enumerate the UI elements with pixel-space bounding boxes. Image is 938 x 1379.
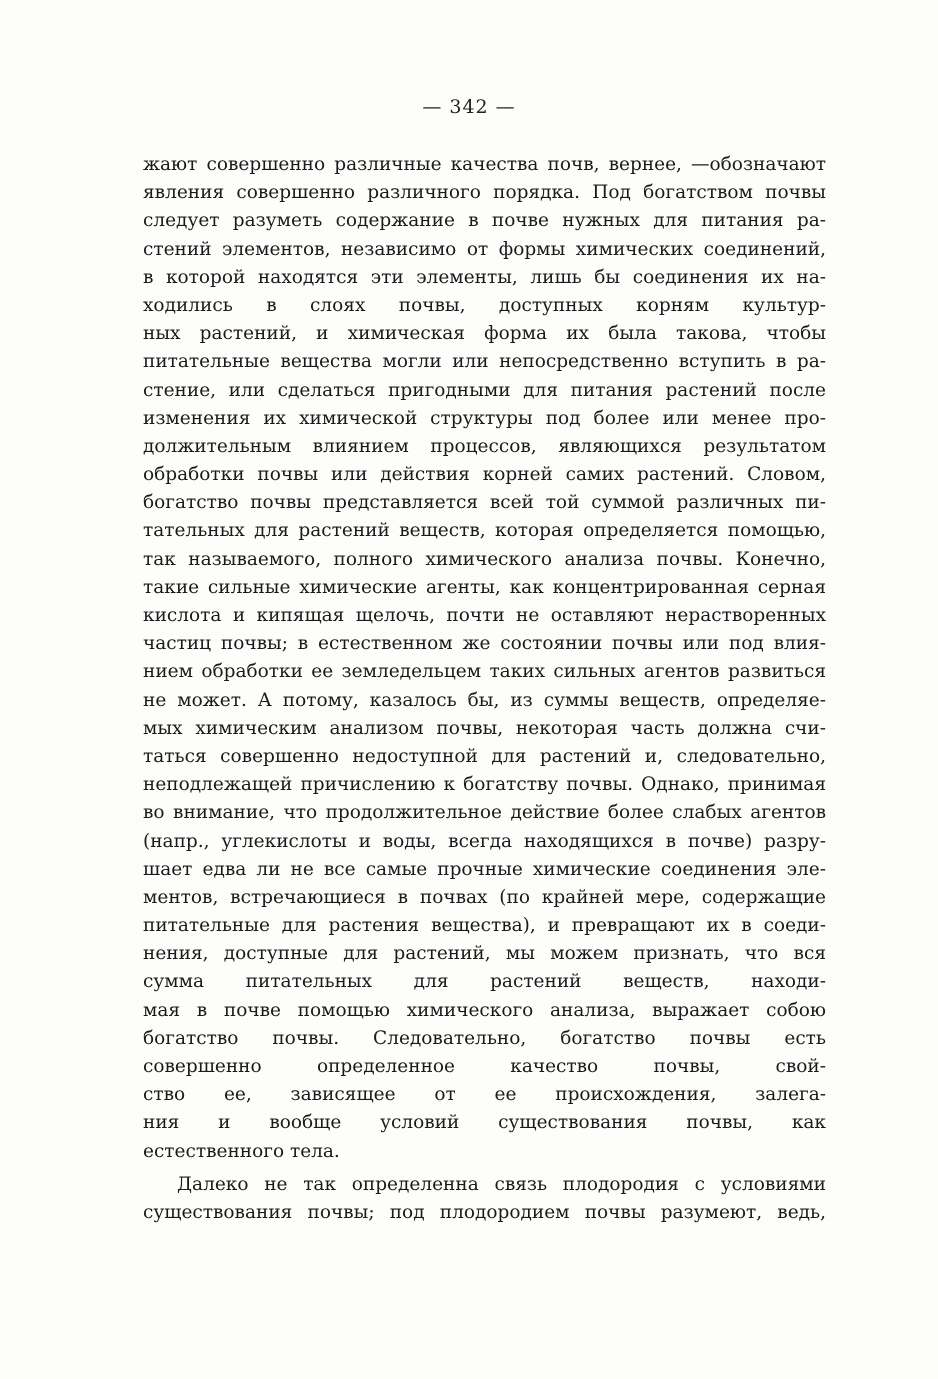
text-line: нием обработки ее земледельцем таких сильных агентов развиться xyxy=(143,661,826,683)
text-line: питательные для растения вещества), и превращают их в соеди- xyxy=(143,915,826,937)
text-line: такие сильные химические агенты, как концентрированная серная xyxy=(143,576,826,598)
text-line: естественного тела. xyxy=(143,1140,340,1162)
text-line: богатство почвы представляется всей той суммой различных пи- xyxy=(143,492,826,514)
text-line: неподлежащей причислению к богатству почвы. Однако, принимая xyxy=(143,774,826,796)
text-line: явления совершенно различного порядка. Под богатством почвы xyxy=(143,182,826,204)
body-text xyxy=(143,151,826,1227)
text-line: ния и вообще условий существования почвы, как xyxy=(143,1112,826,1134)
text-line: так называемого, полного химического анализа почвы. Конечно, xyxy=(143,548,826,570)
paragraph xyxy=(143,1171,826,1227)
text-line: не может. А потому, казалось бы, из суммы веществ, определяе- xyxy=(143,689,826,711)
text-line: существования почвы; под плодородием почвы разумеют, ведь, xyxy=(143,1201,826,1223)
text-line: во внимание, что продолжительное действие более слабых агентов xyxy=(143,802,826,824)
text-line: частиц почвы; в естественном же состоянии почвы или под влия- xyxy=(143,633,826,655)
text-line: ходились в слоях почвы, доступных корням культур- xyxy=(143,294,826,316)
text-line: таться совершенно недоступной для растений и, следовательно, xyxy=(143,745,826,767)
text-line: жают совершенно различные качества почв, вернее, —обозначают xyxy=(143,154,826,175)
text-line: кислота и кипящая щелочь, почти не оставляют нерастворенных xyxy=(143,605,826,626)
text-line: нения, доступные для растений, мы можем признать, что вся xyxy=(143,943,826,965)
text-line: мая в почве помощью химического анализа, выражает собою xyxy=(143,999,826,1021)
text-line: (напр., углекислоты и воды, всегда находящихся в почве) разру- xyxy=(143,830,826,852)
text-line: изменения их химической структуры под более или менее про- xyxy=(143,407,826,429)
text-line: ство ее, зависящее от ее происхождения, залега- xyxy=(143,1084,826,1106)
text-line: тательных для растений веществ, которая определяется помощью, xyxy=(143,520,826,542)
text-line: обработки почвы или действия корней самих растений. Словом, xyxy=(143,464,826,486)
text-line: мых химическим анализом почвы, некоторая часть должна счи- xyxy=(143,717,826,739)
text-line: богатство почвы. Следовательно, богатство почвы есть xyxy=(143,1027,826,1049)
text-line: Далеко не так определенна связь плодородия с условиями xyxy=(177,1173,826,1195)
text-line: следует разуметь содержание в почве нужных для питания ра- xyxy=(143,210,826,232)
text-line: ментов, встречающиеся в почвах (по крайней мере, содержащие xyxy=(143,886,826,908)
text-line: шает едва ли не все самые прочные химические соединения эле- xyxy=(143,858,826,880)
text-line: стений элементов, независимо от формы химических соединений, xyxy=(143,238,826,260)
paragraph xyxy=(143,151,826,1166)
text-line: стение, или сделаться пригодными для питания растений после xyxy=(143,379,826,401)
text-line: в которой находятся эти элементы, лишь бы соединения их на- xyxy=(143,266,826,288)
text-line: ных растений, и химическая форма их была такова, чтобы xyxy=(143,323,826,345)
text-line: питательные вещества могли или непосредственно вступить в ра- xyxy=(143,351,826,373)
page-number: — 342 — xyxy=(422,96,516,118)
text-line: должительным влиянием процессов, являющихся результатом xyxy=(143,435,826,457)
text-line: совершенно определенное качество почвы, свой- xyxy=(143,1056,826,1077)
text-line: сумма питательных для растений веществ, находи- xyxy=(143,971,826,993)
